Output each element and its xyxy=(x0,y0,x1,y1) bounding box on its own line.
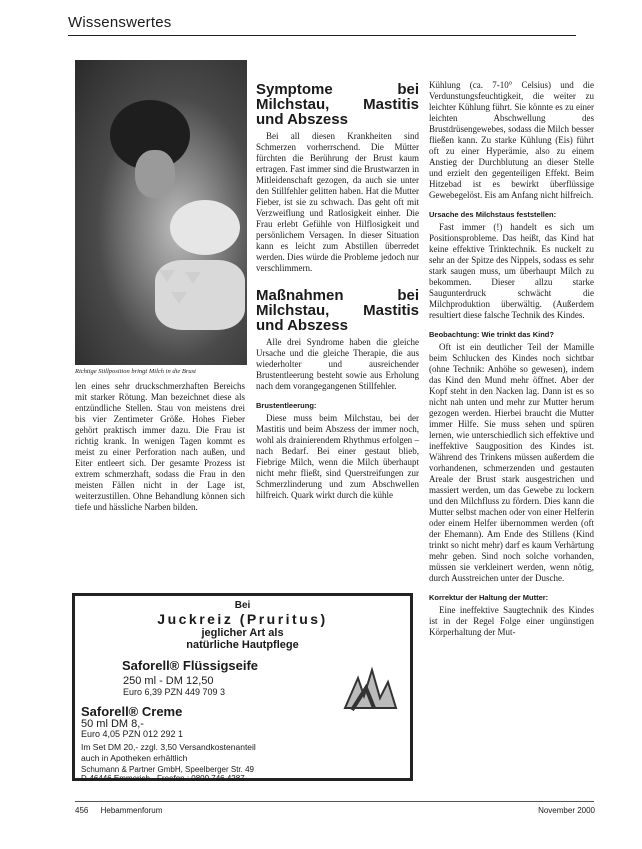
body-text: Kühlung (ca. 7-10° Celsius) und die Verdunstungsfeuchtigkeit, die weiter zu leichter Kühlung führt. Sie könnte es zu einer leichten Abschwellung des Brustdrüsengewebes, sodass die Milch besser fließen kann. Zu starke Kühlung (Eis) führt oft zu einer Hyperämie, also zu einem Anstieg der Durchblutung an dieser Stelle und erzielt den gegenteiligen Effekt. Beim Hitzebad ist es bewirkt überflüssige Gewebegelöst. Eis am Anfang nicht hilfreich. xyxy=(429,80,594,200)
subheading: Brustentleerung: xyxy=(256,401,317,410)
subheading: Korrektur der Haltung der Mutter: xyxy=(429,593,549,602)
brand-logo-icon xyxy=(340,658,400,718)
saforell-advertisement xyxy=(72,593,413,781)
journal-name: Hebammenforum xyxy=(100,806,163,815)
article-title: Maßnahmen bei Milchstau, Mastitis und Abszess xyxy=(256,287,419,334)
ad-line: Bei xyxy=(234,600,251,611)
column-1 xyxy=(75,381,245,513)
ad-headline: Juckreiz (Pruritus) xyxy=(157,611,328,627)
ad-address: Schumann & Partner GmbH, Speelberger Str. 49 xyxy=(81,765,254,774)
ad-line: jeglicher Art als xyxy=(201,627,284,639)
page-header xyxy=(68,14,576,31)
product-name: Saforell® Creme xyxy=(81,704,183,719)
ad-line: natürliche Hautpflege xyxy=(186,639,299,651)
body-text: len eines sehr druckschmerzhaften Bereichs mit starker Rötung. Man bezeichnet diese als entzündliche Stellen. Stau von meistens drei bis vier Zentimeter Größe. Hohes Fieber gehört praktisch immer dazu. Die Frau ist richtig krank. In wenigen Tagen kommt es meist zu einer Perforation nach außen, und Eiter entleert sich. Der gesamte Prozess ist extrem schmerzhaft, sodass die Frau in den meisten Fällen nicht in der Lage ist, weiterzustillen. Ohne Behandlung können sich tiefe und hässliche Narben bilden. xyxy=(75,381,245,512)
photo-caption: Richtige Stillposition bringt Milch in die Brust xyxy=(75,368,196,375)
issue-date: November 2000 xyxy=(538,806,595,815)
product-pzn: Euro 6,39 PZN 449 709 3 xyxy=(123,687,226,697)
product-price: 250 ml - DM 12,50 xyxy=(123,675,214,687)
body-text: Eine ineffektive Saugtechnik des Kindes ist in der Regel Folge einer ungünstigen Körperhaltung der Mut- xyxy=(429,605,594,637)
product-pzn: Euro 4,05 PZN 012 292 1 xyxy=(81,729,184,739)
column-2 xyxy=(256,82,419,501)
photo-pattern xyxy=(185,272,201,284)
header-rule xyxy=(68,35,576,36)
page-footer xyxy=(75,806,595,815)
photo-pattern xyxy=(171,292,187,304)
photo-pattern xyxy=(159,270,175,282)
footer-rule xyxy=(75,801,594,802)
body-text: Bei all diesen Krankheiten sind Schmerzen vorherrschend. Die Mütter fürchten die Berührung der Brust kaum ertragen. Fast immer sind die Brustwarzen in Mitleidenschaft gezogen, da auch sie unter den Stillfehler gelitten haben. Hat die Mutter Fieber, ist sie zu schwach. Das geht oft mit Verzweiflung und Ratlosigkeit einher. Die Frau erlebt Gefühle von Hilflosigkeit und persönlichem Versagen. In dieser Situation kann es leicht zum Abstillen überredet werden. Dies würde die Probleme jedoch nur verschlimmern. xyxy=(256,131,419,273)
body-text: Oft ist ein deutlicher Teil der Mamille beim Schlucken des Kindes noch sichtbar (ohne Technik: Anhöhe so gewesen), indem das Kind den Mund mehr öffnet. Aber der Kopf steht in den Nacken lag. Dann ist es so nicht nah unten und mehr zur Mutter herum gezogen werden. Hierbei braucht die Mutter immer Hilfe. Sie muss sehen und spüren lernen, wie unterschiedlich sich effektive und ineffektive Saugposition des Kindes ist. Während des Trinkens müssen außerdem die vorhandenen, schmerzenden und gestauten Areale der Brust stark ausgestrichen und massiert werden, um das Gewebe zu lockern und den Milchfluss zu fördern. Dies kann die Mutter selbst machen oder von einer Helferin oder einem Helfer übernommen werden (oft der Ehemann). Am Ende des Stillens (Kind trinkt so nicht mehr) darf es kaum Verhärtung mehr geben. Sind noch solche vorhanden, müssen sie verkleinert werden, wenn nötig, durch Ausstreichen unter der Dusche. xyxy=(429,342,594,583)
photo-baby xyxy=(170,200,240,255)
ad-address: D-46446 Emmerich · Freefon : 0800 746 4287 xyxy=(81,774,245,783)
article-title: Symptome bei Milchstau, Mastitis und Abszess xyxy=(256,81,419,128)
product-name: Saforell® Flüssigseife xyxy=(122,658,259,673)
body-text: Fast immer (!) handelt es sich um Positionsprobleme. Das heißt, das Kind hat keine effektive Trinktechnik. Es nuckelt zu sehr an der Spitze des Nippels, sodass es sehr stark saugen muss, um überhaupt Milch zu bekommen. Dieser allzu starke Saugunterdruck schwächt die Milchproduktion überwältig. (Außerdem resultiert diese falsche Technik des Kindes. xyxy=(429,222,594,320)
ad-text: Im Set DM 20,- zzgl. 3,50 Versandkostenanteil xyxy=(81,742,256,752)
subheading: Ursache des Milchstaus feststellen: xyxy=(429,210,557,219)
mother-baby-photo xyxy=(75,60,247,365)
subheading: Beobachtung: Wie trinkt das Kind? xyxy=(429,330,554,339)
photo-face xyxy=(135,150,175,198)
body-text: Diese muss beim Milchstau, bei der Mastitis und beim Abszess der immer noch, wohl als drainierendem Rhythmus erfolgen – nach Bedarf. Bei einer gestaut blieb, Fiebrige Milch, wenn die Milch überhaupt nicht mehr fließt, sind Querstreifungen zur Schmerzlinderung und zum Abschwellen hilfreich. Quark wirkt durch die kühle xyxy=(256,413,419,500)
product-price: 50 ml DM 8,- xyxy=(81,718,144,730)
ad-text: auch in Apotheken erhältlich xyxy=(81,753,188,763)
body-text: Alle drei Syndrome haben die gleiche Ursache und die gleiche Therapie, die aus wiederholter und ausreichender Brustentleerung besteht sowie aus Erholung nach dem vorangegangenen Stillfehler. xyxy=(256,337,419,391)
section-title: Wissenswertes xyxy=(68,14,172,31)
column-3 xyxy=(429,80,594,638)
page-number: 456 xyxy=(75,806,89,815)
